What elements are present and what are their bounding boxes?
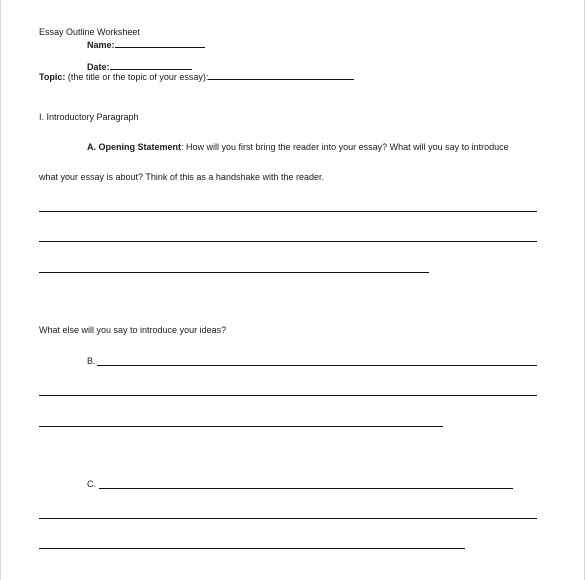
answer-line-b3[interactable] [39,426,443,427]
opening-statement-line1 [87,142,509,153]
else-prompt: What else will you say to introduce your ideas? [39,325,227,335]
name-input-line[interactable] [115,38,205,48]
answer-line-a1[interactable] [39,211,537,212]
answer-line-b2[interactable] [39,395,537,396]
topic-input-line[interactable] [208,70,354,80]
topic-hint: (the title or the topic of your essay): [67,72,209,82]
worksheet-title: Essay Outline Worksheet [39,27,140,37]
answer-line-a3[interactable] [39,272,429,273]
answer-line-a2[interactable] [39,241,537,242]
answer-line-c1[interactable] [99,488,513,489]
section-heading: I. Introductory Paragraph [39,112,139,122]
topic-field [39,70,354,83]
opening-statement-label: A. Opening Statement [87,142,182,152]
answer-line-b1[interactable] [97,365,537,366]
item-b-label: B. [87,356,96,366]
topic-label: Topic: [39,72,66,82]
item-c-label: C. [87,479,96,489]
opening-statement-line2: what your essay is about? Think of this as a handshake with the reader. [39,172,325,182]
date-input-line[interactable] [110,60,192,70]
date-label: Date: [87,62,110,72]
answer-line-c2[interactable] [39,518,537,519]
name-field [87,38,205,51]
opening-statement-prompt: : How will you first bring the reader into your essay? What will you say to introduce [181,142,509,152]
name-label: Name: [87,40,115,50]
answer-line-c3[interactable] [39,548,465,549]
